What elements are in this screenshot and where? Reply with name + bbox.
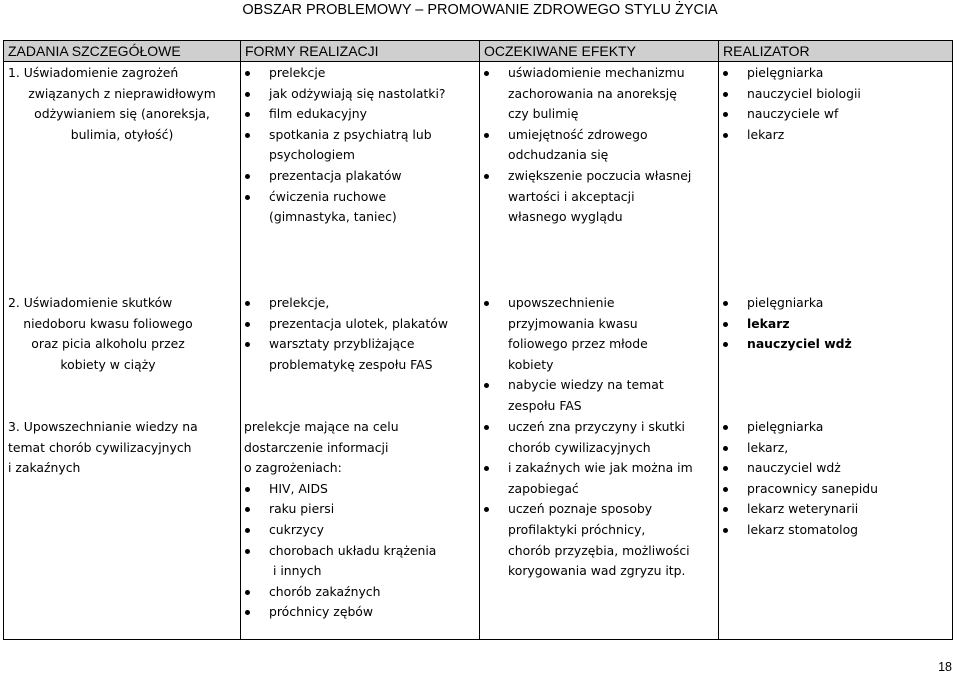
row1-effects [479, 63, 691, 228]
page-title: OBSZAR PROBLEMOWY – PROMOWANIE ZDROWEGO STYLU ŻYCIA [242, 2, 718, 18]
row3-forms [244, 417, 436, 623]
forms-intro-line: o zagrożeniach: [244, 460, 342, 476]
forms-intro-line: prelekcje mające na celu [244, 419, 399, 434]
task-line: kobiety w ciąży [60, 356, 156, 372]
list-item: nauczyciel wdż [718, 334, 852, 355]
list-item: pielęgniarka [718, 293, 852, 314]
task-line: oraz picia alkoholu przez [31, 336, 185, 352]
list-item: lekarz, [718, 438, 878, 459]
list-item: nabycie wiedzy na temat zespołu FAS [479, 375, 664, 416]
header-effects: OCZEKIWANE EFEKTY [484, 43, 636, 59]
list-item: pielęgniarka [718, 63, 861, 84]
row1-forms [240, 63, 445, 228]
task-line: niedoboru kwasu foliowego [23, 315, 193, 331]
list-item: lekarz [718, 125, 861, 146]
row1-task [8, 63, 236, 145]
list-item: nauczyciele wf [718, 104, 861, 125]
row3-task [8, 417, 198, 479]
task-line: temat chorób cywilizacyjnych [8, 439, 192, 455]
list-item: nauczyciel biologii [718, 84, 861, 105]
list-item: upowszechnienie przyjmowania kwasu foliowego przez młode kobiety [479, 293, 664, 375]
list-item: lekarz weterynarii [718, 499, 878, 520]
header-forms: FORMY REALIZACJI [245, 43, 379, 59]
list-item: lekarz [718, 314, 852, 335]
list-item: chorób zakaźnych [240, 582, 436, 603]
list-item: cukrzycy [240, 520, 436, 541]
task-line: bulimia, otyłość) [70, 126, 174, 142]
list-item: film edukacyjny [240, 104, 445, 125]
list-item: uczeń poznaje sposoby profilaktyki próchnicy, chorób przyzębia, możliwości korygowania wad zgryzu itp. [479, 499, 693, 581]
task-line: odżywianiem się (anoreksja, [34, 106, 210, 122]
list-item: chorobach układu krążenia i innych [240, 541, 436, 582]
list-item: prelekcje, [240, 293, 448, 314]
plan-table [3, 40, 953, 640]
list-item: umiejętność zdrowego odchudzania się [479, 125, 691, 166]
forms-intro-line: dostarczenie informacji [244, 439, 389, 455]
task-line: 1. Uświadomienie zagrożeń [8, 65, 179, 80]
list-item: lekarz stomatolog [718, 520, 878, 541]
list-item: warsztaty przybliżające problematykę zespołu FAS [240, 334, 448, 375]
row2-executors [718, 293, 852, 355]
row3-executors [718, 417, 878, 541]
list-item: ćwiczenia ruchowe (gimnastyka, taniec) [240, 187, 445, 228]
row2-task [8, 293, 208, 375]
list-item: pielęgniarka [718, 417, 878, 438]
list-item: prezentacja plakatów [240, 166, 445, 187]
task-line: 2. Uświadomienie skutków [8, 295, 173, 310]
page-number: 18 [938, 660, 952, 674]
list-item: uświadomienie mechanizmu zachorowania na anoreksję czy bulimię [479, 63, 691, 125]
list-item: i zakaźnych wie jak można im zapobiegać [479, 458, 693, 499]
row2-effects [479, 293, 664, 417]
list-item: jak odżywiają się nastolatki? [240, 84, 445, 105]
row2-forms [240, 293, 448, 375]
list-item: próchnicy zębów [240, 602, 436, 623]
header-executors: REALIZATOR [723, 43, 810, 59]
list-item: HIV, AIDS [240, 479, 436, 500]
list-item: uczeń zna przyczyny i skutki chorób cywilizacyjnych [479, 417, 693, 458]
list-item: zwiększenie poczucia własnej wartości i akceptacji własnego wyglądu [479, 166, 691, 228]
list-item: spotkania z psychiatrą lub psychologiem [240, 125, 445, 166]
row1-executors [718, 63, 861, 145]
list-item: raku piersi [240, 499, 436, 520]
list-item: prezentacja ulotek, plakatów [240, 314, 448, 335]
task-line: związanych z nieprawidłowym [28, 85, 216, 101]
list-item: prelekcje [240, 63, 445, 84]
list-item: nauczyciel wdż [718, 458, 878, 479]
header-tasks: ZADANIA SZCZEGÓŁOWE [8, 43, 181, 59]
list-item: pracownicy sanepidu [718, 479, 878, 500]
row3-effects [479, 417, 693, 582]
task-line: i zakaźnych [8, 460, 81, 476]
task-line: 3. Upowszechnianie wiedzy na [8, 419, 198, 434]
table-header [4, 41, 952, 62]
